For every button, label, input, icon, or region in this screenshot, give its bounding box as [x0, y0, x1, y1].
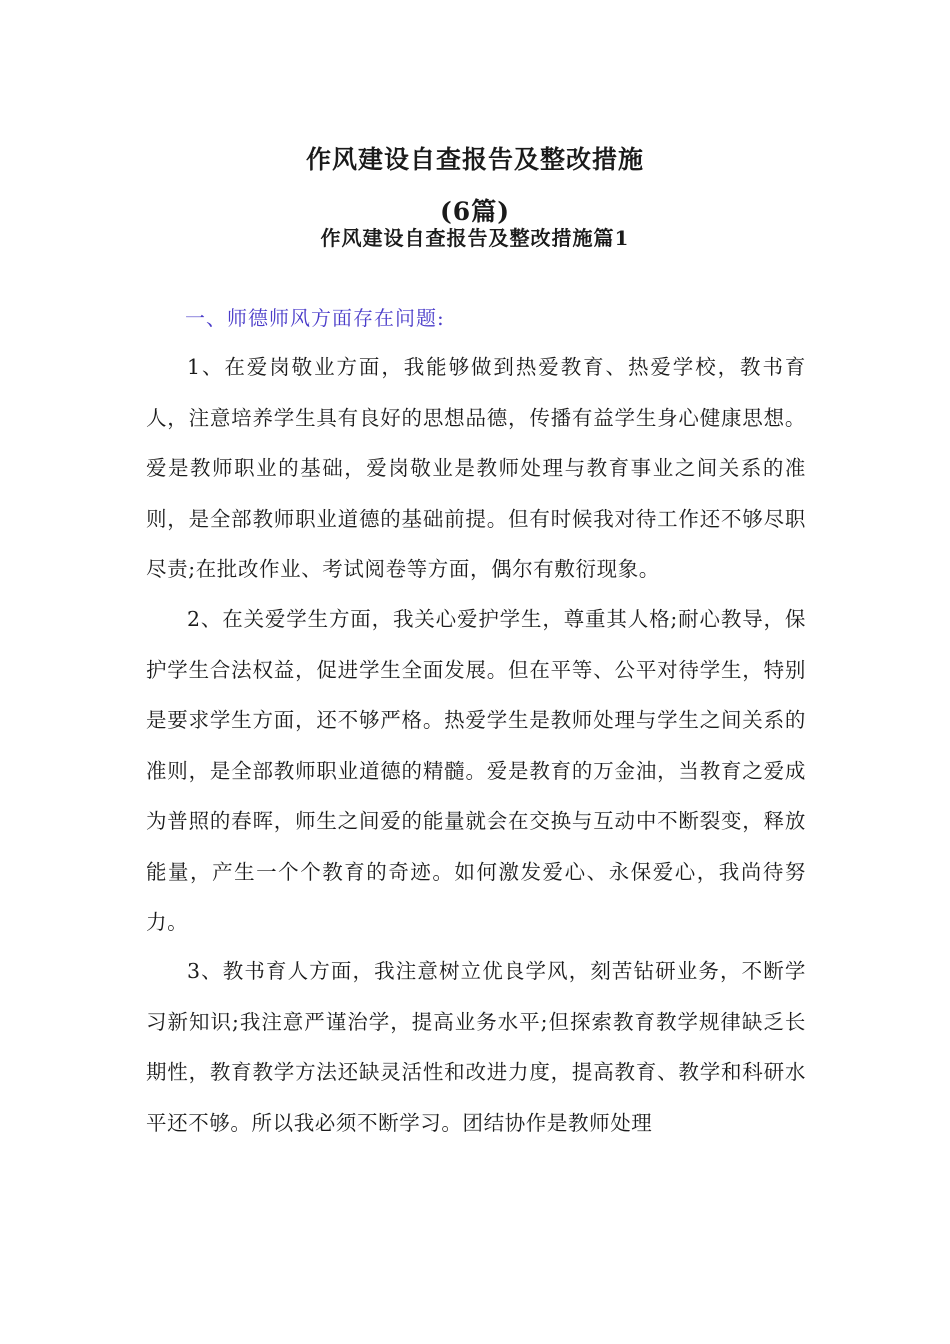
paragraph-2: 2、在关爱学生方面，我关心爱护学生，尊重其人格;耐心教导，保护学生合法权益，促进学生全面发展。但在平等、公平对待学生，特别是要求学生方面，还不够严格。热爱学生是教师处理与学生之间关系的准则，是全部教师职业道德的精髓。爱是教育的万金油，当教育之爱成为普照的春晖，师生之间爱的能量就会在交换与互动中不断裂变，释放能量，产生一个个教育的奇迹。如何激发爱心、永保爱心，我尚待努力。: [146, 607, 806, 934]
section-heading: 一、师德师风方面存在问题:: [185, 306, 445, 330]
paragraph-3: 3、教书育人方面，我注意树立优良学风，刻苦钻研业务，不断学习新知识;我注意严谨治学，提高业务水平;但探索教育教学规律缺乏长期性，教育教学方法还缺灵活性和改进力度，提高教育、教学和科研水平还不够。所以我必须不断学习。团结协作是教师处理: [146, 959, 806, 1135]
document-title: 作风建设自查报告及整改措施: [305, 145, 644, 174]
document-count-note: (6篇): [439, 197, 511, 226]
paragraph-1: 1、在爱岗敬业方面，我能够做到热爱教育、热爱学校，教书育人，注意培养学生具有良好的思想品德，传播有益学生身心健康思想。爱是教师职业的基础，爱岗敬业是教师处理与教育事业之间关系的准则，是全部教师职业道德的基础前提。但有时候我对待工作还不够尽职尽责;在批改作业、考试阅卷等方面，偶尔有敷衍现象。: [146, 355, 806, 581]
document-subtitle: 作风建设自查报告及整改措施篇1: [320, 226, 630, 250]
